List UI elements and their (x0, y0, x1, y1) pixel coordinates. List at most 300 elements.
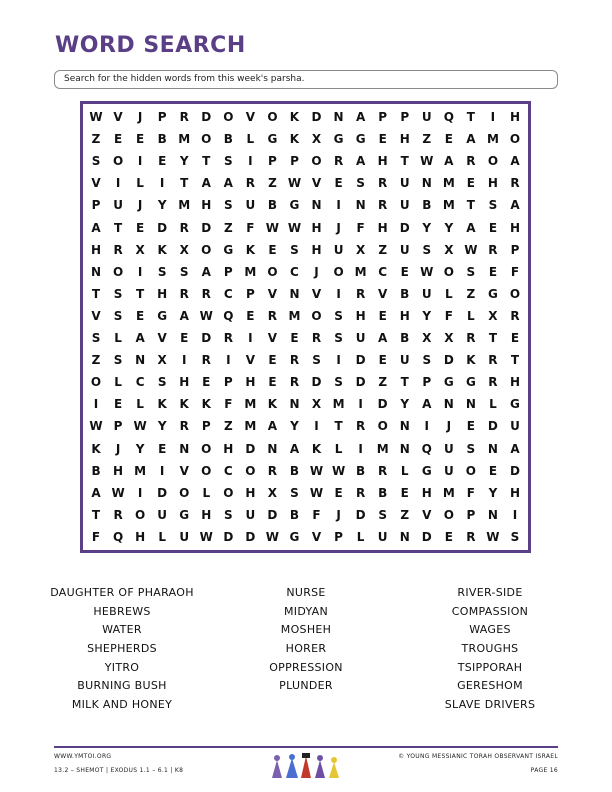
word-list-item: MIDYAN (283, 604, 329, 618)
grid-letter: P (510, 242, 520, 257)
grid-letter: L (489, 397, 497, 412)
grid-letter: N (333, 110, 344, 125)
grid-letter: Q (421, 441, 432, 456)
grid-letter: S (157, 264, 167, 279)
grid-letter: N (289, 397, 300, 412)
grid-letter: N (311, 198, 322, 213)
grid-letter: R (113, 242, 123, 257)
grid-letter: A (444, 154, 454, 169)
grid-letter: R (201, 353, 211, 368)
grid-letter: Z (400, 507, 410, 522)
grid-letter: O (201, 242, 212, 257)
grid-letter: W (133, 419, 147, 434)
grid-letter: Q (223, 308, 234, 323)
grid-letter: W (89, 419, 103, 434)
grid-letter: I (490, 110, 496, 125)
grid-letter: W (199, 529, 213, 544)
grid-letter: R (378, 176, 388, 191)
grid-letter: O (267, 110, 278, 125)
grid-letter: U (333, 242, 344, 257)
grid-letter: W (287, 220, 302, 235)
grid-letter: V (378, 286, 388, 301)
grid-letter: N (487, 441, 498, 456)
grid-letter: Q (443, 110, 454, 125)
grid-letter: U (377, 529, 388, 544)
grid-letter: F (356, 220, 365, 235)
grid-letter: R (378, 463, 388, 478)
grid-letter: N (179, 441, 190, 456)
grid-letter: A (355, 154, 366, 169)
grid-letter: E (113, 397, 123, 412)
grid-letter: X (267, 485, 278, 500)
grid-letter: T (113, 220, 123, 235)
grid-letter: U (399, 176, 410, 191)
grid-letter: S (488, 198, 498, 213)
grid-letter: D (509, 463, 520, 478)
grid-letter: C (223, 286, 233, 301)
grid-letter: F (444, 308, 453, 323)
grid-letter: T (334, 419, 343, 434)
grid-letter: Z (91, 132, 101, 147)
grid-letter: M (134, 463, 147, 478)
grid-letter: R (179, 419, 189, 434)
grid-letter: J (314, 264, 319, 279)
grid-letter: S (422, 242, 432, 257)
grid-letter: X (444, 331, 454, 346)
grid-letter: H (311, 242, 322, 257)
page-title: WORD SEARCH (55, 33, 246, 58)
grid-letter: Z (268, 176, 277, 191)
grid-letter: A (355, 110, 366, 125)
grid-letter: S (113, 286, 123, 301)
grid-letter: R (267, 463, 278, 478)
grid-letter: O (443, 264, 454, 279)
grid-letter: G (179, 507, 190, 522)
grid-letter: S (334, 375, 343, 390)
grid-letter: R (289, 353, 300, 368)
grid-letter: K (466, 353, 476, 368)
grid-letter: Z (378, 242, 388, 257)
grid-letter: W (89, 110, 103, 125)
grid-letter: I (137, 485, 143, 500)
grid-letter: K (179, 397, 189, 412)
grid-letter: N (267, 441, 278, 456)
grid-letter: B (356, 463, 366, 478)
grid-letter: E (378, 132, 387, 147)
grid-letter: B (422, 198, 432, 213)
grid-letter: Z (223, 220, 233, 235)
grid-letter: R (311, 331, 322, 346)
word-list-item: OPPRESSION (269, 660, 343, 674)
grid-letter: G (289, 198, 300, 213)
grid-letter: B (91, 463, 101, 478)
grid-letter: T (510, 353, 520, 368)
grid-letter: A (91, 485, 101, 500)
grid-letter: F (224, 397, 233, 412)
grid-letter: U (157, 507, 168, 522)
grid-letter: R (466, 529, 476, 544)
word-list-item: PLUNDER (279, 679, 333, 693)
word-list-item: DAUGHTER OF PHARAOH (50, 586, 194, 599)
footer-copyright: © YOUNG MESSIANIC TORAH OBSERVANT ISRAEL (398, 753, 558, 760)
grid-letter: S (334, 331, 343, 346)
grid-letter: J (137, 110, 143, 125)
word-list-item: COMPASSION (451, 604, 529, 618)
grid-letter: I (115, 176, 121, 191)
grid-letter: J (336, 220, 341, 235)
grid-letter: R (267, 308, 278, 323)
grid-letter: M (178, 198, 191, 213)
grid-letter: Y (157, 419, 167, 434)
grid-letter: W (111, 485, 125, 500)
grid-letter: O (333, 264, 344, 279)
word-list-item: TSIPPORAH (457, 660, 523, 674)
grid-letter: N (443, 397, 454, 412)
grid-letter: X (135, 242, 145, 257)
grid-letter: E (444, 529, 453, 544)
grid-letter: P (157, 110, 167, 125)
grid-letter: V (245, 353, 256, 368)
grid-letter: W (309, 485, 324, 500)
grid-letter: O (201, 441, 212, 456)
grid-letter: E (378, 308, 387, 323)
grid-letter: G (289, 529, 300, 544)
grid-letter: S (312, 353, 321, 368)
grid-letter: H (157, 286, 168, 301)
grid-letter: O (201, 463, 212, 478)
grid-letter: D (311, 375, 322, 390)
grid-letter: S (290, 242, 299, 257)
grid-letter: S (422, 353, 432, 368)
grid-letter: M (442, 485, 455, 500)
grid-letter: V (311, 286, 322, 301)
grid-letter: N (421, 176, 432, 191)
grid-letter: X (311, 397, 322, 412)
grid-letter: D (355, 507, 366, 522)
grid-letter: K (267, 397, 278, 412)
grid-letter: I (336, 353, 341, 368)
grid-letter: V (157, 331, 167, 346)
grid-letter: G (465, 375, 476, 390)
grid-letter: V (267, 286, 278, 301)
grid-letter: H (509, 220, 520, 235)
grid-letter: U (421, 286, 432, 301)
grid-letter: L (467, 308, 475, 323)
footer-page-number: PAGE 16 (530, 767, 558, 774)
grid-letter: O (443, 507, 454, 522)
grid-letter: W (265, 529, 280, 544)
grid-letter: B (289, 507, 300, 522)
letter-grid (85, 106, 526, 548)
grid-letter: O (465, 463, 476, 478)
grid-letter: K (157, 242, 167, 257)
grid-letter: S (510, 529, 520, 544)
grid-letter: A (422, 397, 432, 412)
grid-letter: S (223, 154, 233, 169)
instructions-box: Search for the hidden words from this week's parsha. (54, 70, 558, 89)
grid-letter: V (91, 176, 101, 191)
grid-letter: R (179, 286, 189, 301)
grid-letter: E (400, 264, 409, 279)
grid-letter: M (376, 441, 389, 456)
grid-letter: D (201, 331, 212, 346)
grid-letter: I (159, 176, 165, 191)
grid-letter: H (377, 220, 388, 235)
word-list-item: YITRO (104, 660, 140, 674)
grid-letter: U (399, 242, 410, 257)
grid-letter: E (268, 375, 277, 390)
grid-letter: P (422, 375, 432, 390)
grid-letter: F (466, 485, 475, 500)
grid-letter: E (268, 353, 277, 368)
grid-letter: L (356, 529, 365, 544)
grid-letter: T (91, 286, 101, 301)
grid-letter: I (137, 154, 143, 169)
grid-letter: M (442, 176, 455, 191)
grid-letter: E (158, 154, 167, 169)
word-list-item: TROUGHS (461, 642, 519, 656)
grid-letter: X (488, 308, 498, 323)
grid-letter: E (400, 485, 409, 500)
grid-letter: O (112, 264, 124, 279)
grid-letter: X (179, 242, 189, 257)
grid-letter: L (114, 375, 122, 390)
grid-letter: E (136, 308, 145, 323)
grid-letter: P (91, 198, 101, 213)
grid-letter: I (226, 353, 231, 368)
grid-letter: I (358, 397, 363, 412)
grid-letter: S (223, 507, 233, 522)
grid-letter: L (114, 331, 122, 346)
grid-letter: U (113, 198, 123, 213)
grid-letter: N (399, 419, 410, 434)
grid-letter: H (245, 375, 256, 390)
grid-letter: H (487, 176, 498, 191)
grid-letter: F (312, 507, 321, 522)
grid-letter: A (201, 176, 211, 191)
grid-letter: T (488, 331, 497, 346)
word-list-item: WAGES (469, 623, 511, 637)
grid-letter: T (180, 176, 189, 191)
grid-letter: Z (422, 132, 432, 147)
grid-letter: N (91, 264, 102, 279)
grid-letter: A (378, 331, 388, 346)
grid-letter: R (179, 110, 189, 125)
grid-letter: A (289, 441, 300, 456)
grid-letter: D (355, 375, 366, 390)
grid-letter: R (355, 485, 366, 500)
grid-letter: X (311, 132, 322, 147)
grid-letter: D (245, 441, 256, 456)
grid-letter: Z (378, 375, 388, 390)
grid-letter: O (223, 110, 234, 125)
grid-letter: E (466, 176, 475, 191)
grid-letter: P (268, 154, 277, 169)
grid-letter: O (509, 286, 521, 301)
grid-letter: D (421, 529, 432, 544)
grid-letter: B (378, 485, 388, 500)
grid-letter: R (355, 286, 366, 301)
grid-letter: R (488, 375, 498, 390)
grid-letter: Y (179, 154, 189, 169)
word-list-item: MOSHEH (280, 623, 332, 637)
grid-letter: H (377, 154, 388, 169)
grid-letter: M (332, 397, 345, 412)
grid-letter: I (159, 463, 165, 478)
grid-letter: T (400, 154, 409, 169)
grid-letter: O (90, 375, 102, 390)
grid-letter: O (179, 485, 190, 500)
grid-letter: M (244, 419, 257, 434)
grid-letter: G (223, 242, 234, 257)
word-list-item: RIVER-SIDE (457, 586, 523, 599)
grid-letter: P (378, 110, 388, 125)
grid-letter: E (510, 331, 520, 346)
grid-letter: S (157, 375, 167, 390)
grid-letter: I (336, 198, 341, 213)
grid-letter: P (400, 110, 410, 125)
grid-letter: D (443, 353, 454, 368)
grid-letter: K (289, 110, 300, 125)
grid-letter: E (378, 353, 387, 368)
grid-letter: E (334, 176, 343, 191)
grid-letter: O (245, 463, 256, 478)
footer-reference: 13.2 – SHEMOT | EXODUS 1.1 – 6.1 | K8 (54, 767, 184, 774)
grid-letter: G (267, 132, 278, 147)
grid-letter: D (399, 220, 410, 235)
footer-divider (54, 746, 558, 748)
grid-letter: M (244, 397, 257, 412)
grid-letter: D (355, 353, 366, 368)
grid-letter: D (245, 529, 256, 544)
grid-letter: E (488, 220, 498, 235)
grid-letter: A (510, 198, 520, 213)
grid-letter: U (179, 529, 190, 544)
grid-letter: T (400, 375, 409, 390)
grid-letter: I (137, 264, 143, 279)
grid-letter: P (334, 529, 343, 544)
word-list (30, 584, 582, 715)
grid-letter: P (290, 154, 299, 169)
grid-letter: H (421, 485, 432, 500)
grid-letter: E (136, 132, 145, 147)
grid-letter: H (245, 485, 256, 500)
grid-letter: D (311, 110, 322, 125)
grid-letter: V (179, 463, 189, 478)
grid-letter: K (157, 397, 167, 412)
grid-letter: Y (444, 220, 454, 235)
grid-letter: X (355, 242, 366, 257)
grid-letter: B (157, 132, 167, 147)
grid-letter: R (466, 331, 476, 346)
grid-letter: A (223, 176, 233, 191)
word-list-item: GERESHOM (457, 679, 523, 693)
grid-letter: E (488, 463, 498, 478)
grid-letter: E (268, 242, 277, 257)
grid-letter: T (202, 154, 211, 169)
grid-letter: W (199, 308, 213, 323)
grid-letter: I (358, 441, 363, 456)
grid-letter: O (509, 132, 521, 147)
grid-letter: V (245, 110, 256, 125)
grid-letter: U (510, 419, 520, 434)
grid-letter: O (311, 154, 322, 169)
grid-letter: S (91, 331, 101, 346)
grid-letter: L (202, 485, 211, 500)
grid-letter: L (136, 397, 144, 412)
grid-letter: C (290, 264, 299, 279)
grid-letter: R (510, 176, 520, 191)
grid-letter: H (201, 198, 212, 213)
grid-letter: L (444, 286, 453, 301)
grid-letter: H (509, 485, 520, 500)
word-list-item: SHEPHERDS (87, 642, 157, 656)
grid-letter: I (93, 397, 99, 412)
ymtoi-logo-icon (268, 752, 344, 780)
grid-letter: A (179, 308, 189, 323)
grid-letter: G (487, 286, 498, 301)
grid-letter: R (355, 419, 366, 434)
grid-letter: M (288, 308, 301, 323)
grid-letter: A (135, 331, 145, 346)
grid-letter: E (202, 375, 211, 390)
grid-letter: O (201, 132, 212, 147)
grid-letter: R (289, 375, 300, 390)
grid-letter: B (267, 198, 277, 213)
grid-letter: S (91, 154, 101, 169)
grid-letter: Z (466, 286, 476, 301)
grid-letter: B (400, 331, 410, 346)
grid-letter: H (399, 308, 410, 323)
grid-letter: N (355, 198, 366, 213)
grid-letter: T (91, 507, 101, 522)
grid-letter: S (113, 353, 123, 368)
grid-letter: R (488, 353, 498, 368)
grid-letter: E (466, 419, 475, 434)
grid-letter: H (113, 463, 124, 478)
grid-letter: E (180, 331, 189, 346)
grid-letter: R (333, 154, 344, 169)
grid-letter: O (487, 154, 499, 169)
grid-letter: A (466, 132, 476, 147)
grid-letter: R (201, 286, 211, 301)
word-list-item: WATER (102, 623, 142, 637)
grid-letter: H (223, 441, 234, 456)
grid-letter: H (91, 242, 102, 257)
grid-letter: D (223, 529, 234, 544)
grid-letter: W (287, 176, 302, 191)
grid-letter: S (334, 308, 343, 323)
grid-letter: U (399, 353, 410, 368)
grid-letter: J (446, 419, 452, 434)
grid-letter: E (290, 331, 299, 346)
grid-letter: T (466, 110, 475, 125)
grid-letter: M (486, 132, 499, 147)
grid-letter: D (377, 397, 388, 412)
grid-letter: U (245, 198, 256, 213)
grid-letter: Y (135, 441, 145, 456)
grid-letter: S (466, 264, 476, 279)
grid-letter: R (223, 331, 233, 346)
grid-letter: I (512, 507, 518, 522)
grid-letter: G (157, 308, 168, 323)
grid-letter: S (223, 198, 233, 213)
grid-letter: G (355, 132, 366, 147)
grid-letter: H (201, 507, 212, 522)
grid-letter: T (466, 198, 475, 213)
grid-letter: V (267, 331, 278, 346)
grid-letter: E (136, 220, 145, 235)
